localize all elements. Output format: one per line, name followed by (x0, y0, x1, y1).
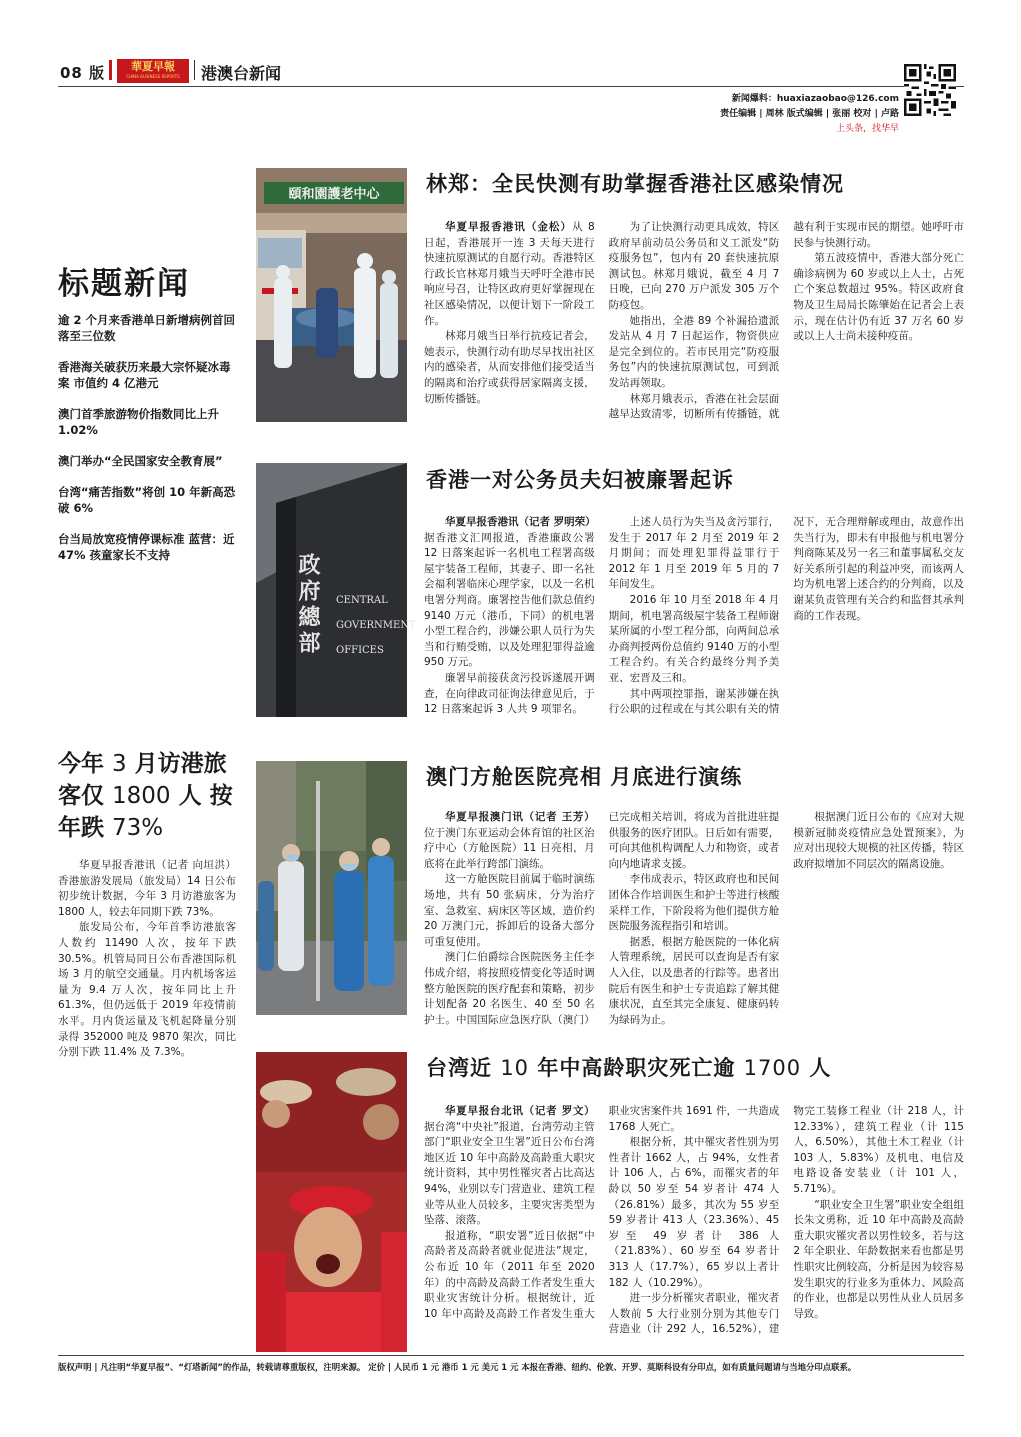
headlines-section-title: 标题新闻 (58, 266, 190, 302)
logo-subtext: CHINA BUSINESS REPORTS (126, 74, 180, 79)
headline-item[interactable]: 台湾“痛苦指数”将创 10 年新高恐破 6% (58, 485, 236, 515)
paragraph: 其中两项控罪指，谢某涉嫌在执行公职的过程或在与其公职有关的情况下，无合理辩解或理由，故意作出失当行为，即未有申报他与机电署分判商陈某及另一名三和董事属私交友好关系所引起的利益冲突，而该两人均为机电署上述合约的分判商，以及谢某负责管理有关合约和监督其承判商的工作表现。 (608, 516, 964, 716)
headline-item[interactable]: 澳门首季旅游物价指数同比上升 1.02% (58, 407, 219, 437)
paragraph: 报道称，“职安署”近日依据“中高龄者及高龄者就业促进法”规定，公布近 10 年（2011 年至 2020 年）的中高龄及高龄工作者发生重大职业灾害统计分析。根据统计，近 10 年中高龄及高龄工作者发生重大职业灾害案件共 1691 件，一共造成 1768 人死亡。 (424, 1105, 780, 1320)
photo-sign-text: 頤和園護老中心 (288, 187, 380, 202)
paragraph: 这一方舱医院目前属于临时演练场地，共有 50 张病床，分为治疗室、急救室、病床区等区域，造价约 20 万澳门元，拆卸后的设备大部分可重复使用。 (424, 873, 595, 948)
footer-rule (58, 1355, 964, 1356)
page-number: 08 版 (60, 64, 106, 82)
paragraph: 林郑月娥表示，香港在社会层面越早达致清零，切断所有传播链，就越有利于实现市民的期望。她呼吁市民参与快测行动。 (608, 221, 964, 421)
headline-list (58, 312, 238, 578)
article-dateline: 华夏早报台北讯（记者 罗文） (445, 1105, 595, 1117)
paragraph: 上述人员行为失当及贪污罪行，发生于 2017 年 2 月至 2019 年 2 月期间；而处理犯罪得益罪行于 2012 年 1 月至 2019 年 5 月的 7 年间发生。 (608, 516, 780, 591)
news-tip-email[interactable]: 新闻爆料：huaxiazaobao@126.com (731, 94, 899, 104)
paragraph: 华夏早报台北讯（记者 罗文）据台湾“中央社”报道，台湾劳动主管部门“职业安全卫生署”近日公布台湾地区近 10 年中高龄及高龄重大职灾统计资料，其中男性罹灾者占比高达 94%，业别以专门营造业、建筑工程业等从业人员较多，主要灾害类型为坠落、滚落。 (424, 1105, 595, 1227)
paragraph: 华夏早报香港讯（记者 向垣洪）香港旅游发展局（旅发局）14 日公布初步统计数据，今年 3 月访港旅客为 1800 人，较去年同期下跌 73%。 (58, 859, 236, 918)
photo-government-offices-sign (256, 463, 416, 717)
photo-field-hospital-staff (256, 761, 407, 1015)
side-article-body (58, 858, 236, 1061)
masthead-rule (58, 86, 964, 87)
paragraph: 华夏早报澳门讯（记者 王芳）位于澳门东亚运动会体育馆的社区治疗中心（方舱医院）11 日亮相，月底将在此举行跨部门演练。 (424, 811, 595, 870)
article-title[interactable]: 台湾近 10 年中高龄职灾死亡逾 1700 人 (426, 1056, 832, 1080)
article-dateline: 华夏早报香港讯（记者 罗明荣） (445, 516, 596, 528)
headline-item[interactable]: 台当局放宽疫情停课标准 蓝营：近 47% 孩童家长不支持 (58, 532, 235, 562)
newspaper-logo[interactable] (117, 59, 189, 83)
article-body (424, 515, 964, 721)
paragraph: 廉署早前接获贪污投诉遂展开调查，在向律政司征询法律意见后，于 12 日落案起诉 3 人共 9 项罪名。 (424, 671, 595, 716)
photo-sign-chinese: 政府總部 (295, 553, 321, 657)
section-title: 港澳台新闻 (201, 64, 282, 83)
article-body (424, 1104, 964, 1350)
photo-protesters-red (256, 1052, 407, 1352)
article-title[interactable]: 澳门方舱医院亮相 月底进行演练 (426, 765, 743, 789)
paragraph: 进一步分析罹灾者职业，罹灾者人数前 5 大行业别分别为其他专门营造业（计 292 人，16.52%），建物完工装修工程业（计 218 人，计 12.33%），建筑工程业（计 115 人，6.50%），其他土木工程业（计 103 人，5.83%）及机电、电信及电路设备安装业（计 101 人，5.71%）。 (608, 1105, 964, 1336)
paragraph: 第五波疫情中，香港大部分死亡确诊病例为 60 岁或以上人士，占死亡个案总数超过 95%。特区政府食物及卫生局局长陈肇始在记者会上表示，现在估计仍有近 37 万名 60 岁或以上人士尚未接种疫苗。 (793, 252, 964, 343)
slogan: 上头条，找华早 (835, 124, 899, 134)
paragraph: 根据分析，其中罹灾者性别为男性者计 1662 人，占 94%，女性者计 106 人，占 6%，而罹灾者的年龄以 50 岁至 54 岁者计 474 人（26.81%）最多，其次为 55 岁至 59 岁者计 413 人（23.36%）、45 岁至 49 岁者计 386 人（21.83%）、60 岁至 64 岁者计 313 人（17.7%），65 岁以上者计 182 人（10.29%）。 (608, 1136, 780, 1289)
paragraph: 林郑月娥当日举行抗疫记者会，她表示，快测行动有助尽早找出社区内的感染者，从而安排他们接受适当的隔离和治疗或获得居家隔离支援，切断传播链。 (424, 330, 595, 405)
editor-credits: 责任编辑 | 周林 版式编辑 | 张丽 校对 | 卢路 (720, 109, 899, 119)
article-dateline: 华夏早报香港讯（金松） (445, 221, 573, 233)
photo-sign-english-2: GOVERNMENT (336, 620, 416, 631)
paragraph: 华夏早报香港讯（记者 罗明荣）据香港文汇网报道，香港廉政公署 12 日落案起诉一名机电工程署高级屋宇装备工程师，其妻子、即一名社会福利署临床心理学家，以及一名机电署分判商。廉署控告他们款总值约 9140 万元（港币，下同）的机电署小型工程合约，涉嫌公职人员行为失当和行贿受贿，以及处理犯罪得益逾 950 万元。 (424, 516, 596, 669)
headline-item[interactable]: 澳门举办“全民国家安全教育展” (58, 454, 223, 468)
paragraph: 李伟成表示，特区政府也和民间团体合作培训医生和护士等进行核酸采样工作，下阶段将为他们提供方舱医院服务流程指引和培训。 (608, 873, 780, 933)
paragraph: 旅发局公布，今年首季访港旅客人数约 11490 人次，按年下跌 30.5%。机管局同日公布香港国际机场 3 月的航空交通量。月内机场客运量为 9.4 万人次，按年同比上升 61.3%，但仍远低于 2019 年疫情前水平。月内货运量及飞机起降量分别录得 352000 吨及 9870 架次，同比分别下跌 11.4% 及 7.3%。 (58, 921, 236, 1059)
article-body (424, 810, 964, 1030)
headline-item[interactable]: 逾 2 个月来香港单日新增病例首回落至三位数 (58, 313, 236, 343)
paragraph: 为了让快测行动更具成效，特区政府早前动员公务员和义工派发“防疫服务包”，包内有 20 套快速抗原测试包。林郑月娥说，截至 4 月 7 日晚，已向 270 万户派发 305 万个防疫包。 (608, 221, 780, 311)
paragraph: 2016 年 10 月至 2018 年 4 月期间，机电署高级屋宇装备工程师谢某所属的小型工程分部，向两间总承办商判授两份总值约 9140 万的小型工程合约。有关合约最终分判予美亚、宏晋及三和。 (608, 593, 780, 684)
paragraph: 根据澳门近日公布的《应对大规模新冠肺炎疫情应急处置预案》，为应对出现较大规模的社区传播，特区政府拟增加不同层次的隔离设施。 (793, 811, 964, 870)
paragraph: 澳门仁伯爵综合医院医务主任李伟成介绍，将按照疫情变化等适时调整方舱医院的医疗配套和策略，初步计划配备 20 名医生、40 至 50 名护士。中国国际应急医疗队（澳门）已完成相关培训，将成为首批进驻提供服务的医疗团队。日后如有需要，可向其他机构调配人力和物资，或者向内地请求支援。 (424, 811, 780, 1026)
article-title[interactable]: 林郑：全民快测有助掌握香港社区感染情况 (426, 172, 844, 196)
article-body (424, 220, 964, 426)
masthead-divider (194, 60, 195, 80)
footer-copyright: 版权声明 | 凡注明“华夏早报”、“灯塔新闻”的作品，转载请尊重版权，注明来源。 定价 | 人民币 1 元 港币 1 元 美元 1 元 本报在香港、纽约、伦敦、开罗、莫斯科设有分印点，如有质量问题请与当地分印点联系。 (58, 1362, 857, 1372)
qr-code-icon[interactable] (904, 64, 956, 116)
paragraph: 据悉，根据方舱医院的一体化病人管理系统，居民可以查询是否有家人入住，以及患者的行踪等。患者出院后有医生和护士专责追踪了解其健康状况，直至其完全康复、健康码转为绿码为止。 (608, 935, 780, 1026)
logo-text: 華夏早報 (131, 60, 175, 73)
article-dateline: 华夏早报澳门讯（记者 王芳） (445, 811, 595, 823)
photo-sign-english-1: CENTRAL (336, 595, 388, 606)
article-title[interactable]: 香港一对公务员夫妇被廉署起诉 (426, 468, 734, 492)
photo-care-home-ambulance (256, 168, 407, 422)
headline-item[interactable]: 香港海关破获历来最大宗怀疑冰毒案 市值约 4 亿港元 (58, 360, 231, 390)
side-article-title[interactable]: 今年 3 月访港旅客仅 1800 人 按年跌 73% (58, 751, 233, 841)
masthead-divider-red (109, 60, 112, 80)
photo-sign-english-3: OFFICES (336, 645, 384, 656)
paragraph: 她指出，全港 89 个补漏拾遗派发站从 4 月 7 日起运作，物资供应是完全到位的。若市民用完“防疫服务包”内的快速抗原测试包，可到派发站再领取。 (608, 314, 780, 389)
paragraph: 华夏早报香港讯（金松）从 8 日起，香港展开一连 3 天每天进行快速抗原测试的自愿行动。香港特区行政长官林郑月娥当天呼吁全港市民响应号召，让特区政府更好掌握现在社区感染情况，以便计划下一阶段工作。 (424, 221, 595, 327)
paragraph: “职业安全卫生署”职业安全组组长朱文勇称，近 10 年中高龄及高龄重大职灾罹灾者以男性较多，若与这 2 年全职业、年龄数据来看也都是男性职灾比例较高，分析是因为较容易发生职灾的行业多为重体力、风险高的作业，也都是以男性从业人员居多导致。 (793, 1198, 964, 1320)
